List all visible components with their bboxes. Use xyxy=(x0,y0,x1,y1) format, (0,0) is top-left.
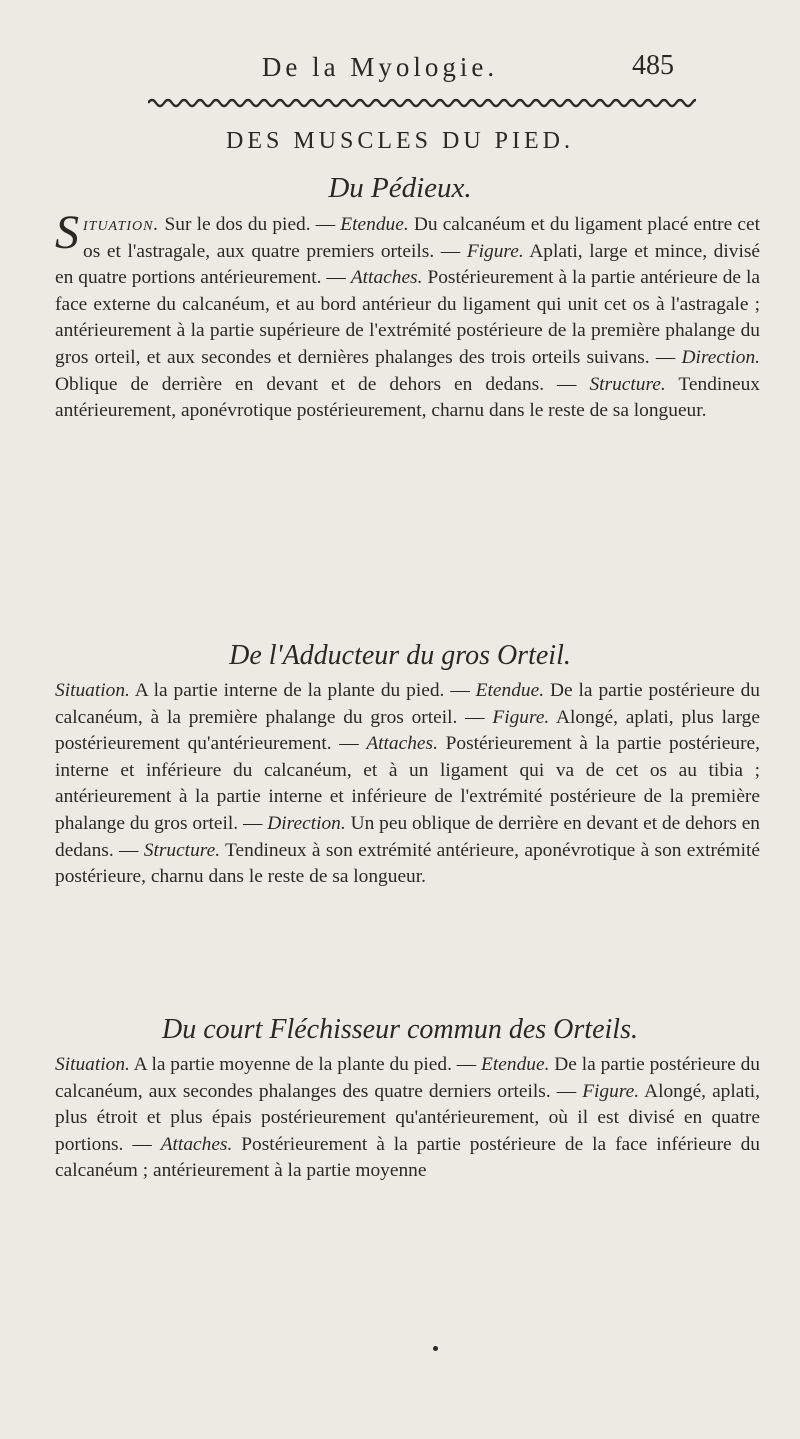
section-body-court-flechisseur xyxy=(55,1052,760,1185)
rubric-label: Structure. xyxy=(143,839,221,861)
text-run: Du calcanéum et du ligament placé entre cet os et l'astragale, aux quatre premiers orteils. — xyxy=(83,214,760,262)
text-run: Tendineux à son extrémité antérieure, aponévrotique à son extrémité postérieure, charnu dans le reste de sa longueur. xyxy=(55,839,761,888)
rubric-label: Attaches. xyxy=(160,1133,233,1155)
text-run: Postérieurement à la partie postérieure, interne et inférieure du calcanéum, et à un ligament qui va de cet os au tibia ; antérieurement à la partie interne et inférieure de l'extrémité postérieure de la première phalange du gros orteil. — xyxy=(55,733,760,834)
text-run: De la partie postérieure du calcanéum, aux secondes phalanges des quatre derniers orteils. — xyxy=(55,1054,760,1102)
chapter-title: DES MUSCLES DU PIED. xyxy=(225,128,575,154)
running-title: De la Myologie. xyxy=(261,52,499,82)
rubric-label: Etendue. xyxy=(340,214,409,235)
rubric-label: Attaches. xyxy=(366,733,438,755)
ornamental-rule xyxy=(148,96,696,110)
text-run: De la partie postérieure du calcanéum, à la première phalange du gros orteil. — xyxy=(55,680,761,728)
section-title-pedieux: Du Pédieux. xyxy=(328,172,472,204)
text-run: Alongé, aplati, plus étroit et plus épais postérieurement qu'antérieurement, où il est divisé en quatre portions. — xyxy=(55,1080,760,1155)
rubric-label: Figure. xyxy=(466,240,524,262)
text-run: Oblique de derrière en devant et de dehors en dedans. — xyxy=(55,373,590,395)
rubric-label: Situation. xyxy=(55,1054,130,1075)
section-title-adducteur: De l'Adducteur du gros Orteil. xyxy=(229,640,571,671)
section-body-pedieux xyxy=(55,206,760,425)
rubric-label: Structure. xyxy=(589,373,666,395)
rubric-label: Attaches. xyxy=(350,267,423,289)
drop-cap: S xyxy=(55,206,79,259)
rubric-label: Direction. xyxy=(267,812,346,834)
text-run: A la partie interne de la plante du pied. — xyxy=(129,680,476,701)
rubric-label: Etendue. xyxy=(475,680,545,701)
rubric-label: Figure. xyxy=(492,706,550,728)
text-run: Postérieurement à la partie antérieure de la face externe du calcanéum, et au bord antérieur du ligament qui unit cet os à l'astragale ; antérieurement à la partie supérieure de l'extrémité postérieure de la première phalange du gros orteil, et aux secondes et dernières phalanges des trois orteils suivans. — xyxy=(55,267,760,368)
text-run: Alongé, aplati, plus large postérieurement qu'antérieurement. — xyxy=(55,706,760,755)
footer-mark xyxy=(433,1346,438,1351)
section-title-court-flechisseur: Du court Fléchisseur commun des Orteils. xyxy=(162,1014,638,1045)
page-number: 485 xyxy=(632,50,674,81)
rubric-label: Figure. xyxy=(582,1080,640,1102)
section-body-adducteur xyxy=(55,678,760,891)
text-run: Postérieurement à la partie postérieure de la face inférieure du calcanéum ; antérieurement à la partie moyenne xyxy=(55,1133,760,1182)
rubric-label: Situation. xyxy=(55,680,130,701)
rubric-label: Etendue. xyxy=(481,1054,550,1075)
text-run: Aplati, large et mince, divisé en quatre portions antérieurement. — xyxy=(55,240,760,289)
lead-word: ituation. xyxy=(83,214,160,235)
text-run: Tendineux antérieurement, aponévrotique postérieurement, charnu dans le reste de sa longueur. xyxy=(55,373,760,422)
rubric-label: Direction. xyxy=(681,346,760,368)
text-run: Sur le dos du pied. — xyxy=(159,214,341,235)
text-run: Un peu oblique de derrière en devant et de dehors en dedans. — xyxy=(55,812,760,861)
text-run: A la partie moyenne de la plante du pied. — xyxy=(129,1054,482,1075)
